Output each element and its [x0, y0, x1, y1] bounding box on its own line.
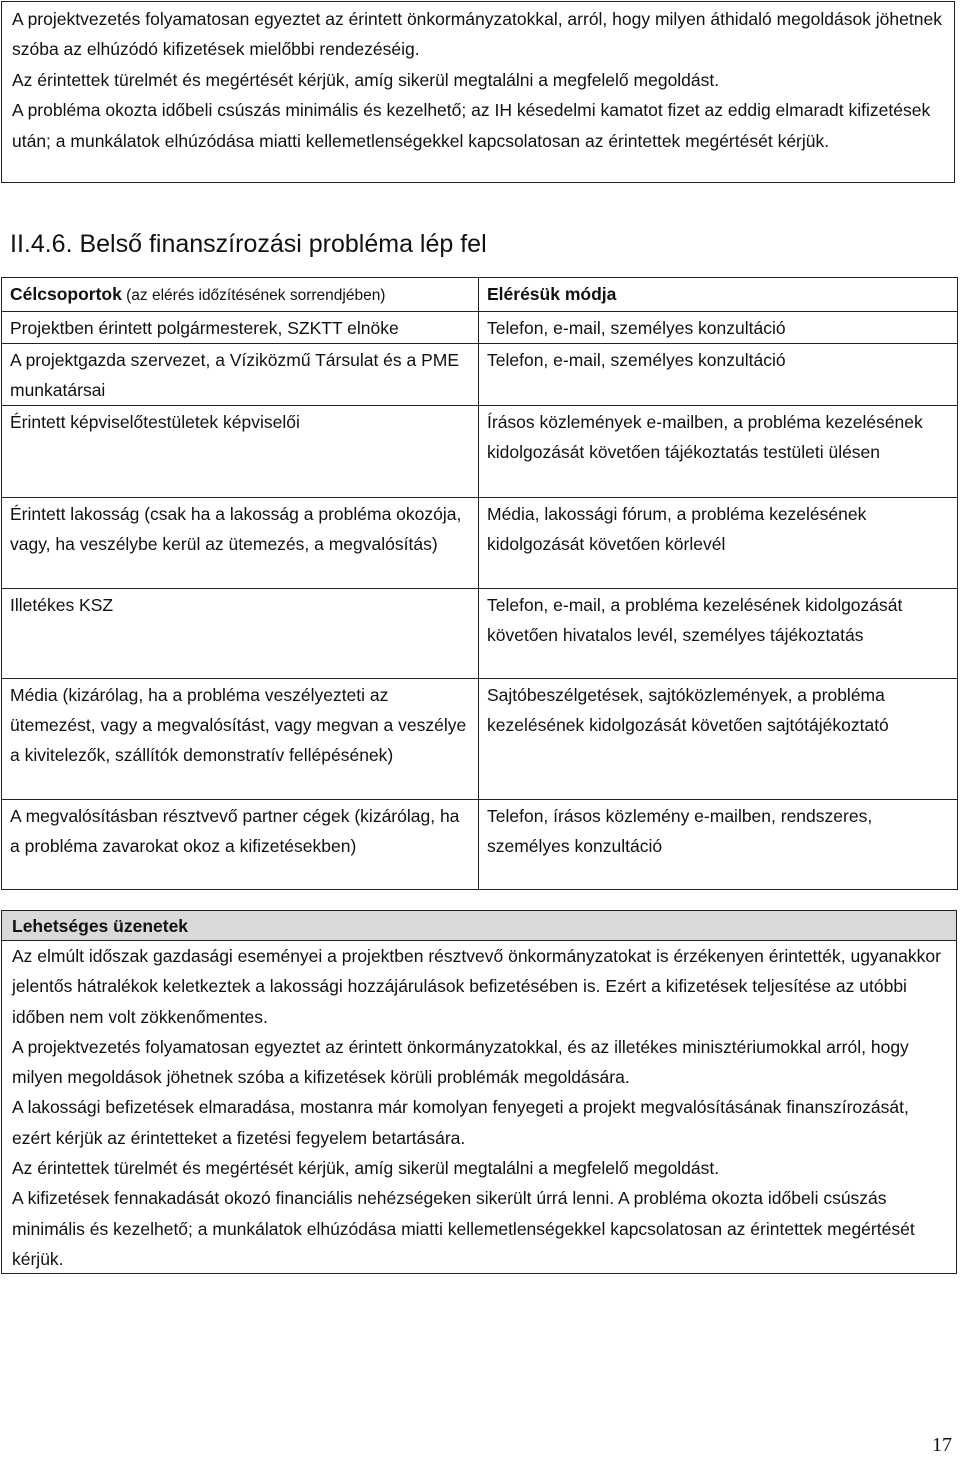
table-row [2, 344, 958, 406]
message-item: A projektvezetés folyamatosan egyeztet az érintett önkormányzatokkal, és az illetékes minisztériumokkal arról, hogy milyen megoldások jöhetnek szóba a kifizetések körüli problémák megoldására. [12, 1036, 909, 1088]
header-reach-method-label: Elérésük módja [487, 284, 617, 304]
section-heading: II.4.6. Belső finanszírozási probléma lép fel [10, 230, 487, 258]
target-group-cell: Illetékes KSZ [2, 589, 479, 679]
intro-paragraph: A projektvezetés folyamatosan egyeztet az érintett önkormányzatokkal, arról, hogy milyen áthidaló megoldások jöhetnek szóba az elhúzódó kifizetések mielőbbi rendezéséig. [12, 9, 942, 60]
header-reach-method [479, 278, 958, 312]
table-row [2, 312, 958, 344]
intro-text-box [1, 1, 955, 183]
possible-messages-box [1, 910, 957, 1274]
target-group-cell: A megvalósításban résztvevő partner cégek (kizárólag, ha a probléma zavarokat okoz a kifizetésekben) [2, 800, 479, 890]
reach-method-cell: Telefon, e-mail, személyes konzultáció [479, 312, 958, 344]
intro-paragraph: Az érintettek türelmét és megértését kérjük, amíg sikerül megtalálni a megfelelő megoldást. [12, 69, 720, 90]
possible-messages-list [2, 941, 956, 1274]
reach-method-cell: Telefon, e-mail, a probléma kezelésének kidolgozását követően hivatalos levél, személyes tájékoztatás [479, 589, 958, 679]
possible-messages-title: Lehetséges üzenetek [2, 911, 956, 941]
header-target-groups-label: Célcsoportok [10, 284, 122, 304]
target-group-cell: Média (kizárólag, ha a probléma veszélyezteti az ütemezést, vagy a megvalósítást, vagy megvan a veszélye a kivitelezők, szállítók demonstratív fellépésének) [2, 679, 479, 800]
header-target-groups [2, 278, 479, 312]
target-group-cell: Érintett lakosság (csak ha a lakosság a probléma okozója, vagy, ha veszélybe kerül az ütemezés, a megvalósítás) [2, 498, 479, 589]
target-groups-table [1, 277, 958, 890]
reach-method-cell: Telefon, e-mail, személyes konzultáció [479, 344, 958, 406]
reach-method-cell: Média, lakossági fórum, a probléma kezelésének kidolgozását követően körlevél [479, 498, 958, 589]
reach-method-cell: Sajtóbeszélgetések, sajtóközlemények, a probléma kezelésének kidolgozását követően sajtótájékoztató [479, 679, 958, 800]
message-item: A lakossági befizetések elmaradása, mostanra már komolyan fenyegeti a projekt megvalósításának finanszírozását, ezért kérjük az érintetteket a fizetési fegyelem betartására. [12, 1097, 909, 1148]
message-item: A kifizetések fennakadását okozó financiális nehézségeken sikerült úrrá lenni. A probléma okozta időbeli csúszás minimális és kezelhető; a munkálatok elhúzódása miatti kellemetlenségekkel kapcsolatosan az érintettek megértését kérjük. [12, 1188, 915, 1269]
table-row [2, 800, 958, 890]
reach-method-cell: Telefon, írásos közlemény e-mailben, rendszeres, személyes konzultáció [479, 800, 958, 890]
target-group-cell: Érintett képviselőtestületek képviselői [2, 406, 479, 498]
message-item: Az elmúlt időszak gazdasági eseményei a projektben résztvevő önkormányzatokat is érzékenyen érintették, ugyanakkor jelentős hátralékok keletkeztek a lakossági hozzájárulások befizetésében is. Ezért a kifizetések teljesítése az utóbbi időben nem volt zökkenőmentes. [12, 946, 941, 1027]
message-item: Az érintettek türelmét és megértését kérjük, amíg sikerül megtalálni a megfelelő megoldást. [12, 1158, 720, 1179]
table-header-row [2, 278, 958, 312]
target-group-cell: A projektgazda szervezet, a Víziközmű Társulat és a PME munkatársai [2, 344, 479, 406]
table-row [2, 589, 958, 679]
page-number: 17 [932, 1434, 952, 1456]
intro-paragraph: A probléma okozta időbeli csúszás minimális és kezelhető; az IH késedelmi kamatot fizet az eddig elmaradt kifizetések után; a munkálatok elhúzódása miatti kellemetlenségekkel kapcsolatosan az érintettek megértését kérjük. [12, 100, 931, 151]
header-target-groups-note: (az elérés időzítésének sorrendjében) [121, 287, 386, 304]
table-row [2, 498, 958, 589]
target-group-cell: Projektben érintett polgármesterek, SZKTT elnöke [2, 312, 479, 344]
reach-method-cell: Írásos közlemények e-mailben, a probléma kezelésének kidolgozását követően tájékoztatás testületi ülésen [479, 406, 958, 498]
table-row [2, 679, 958, 800]
table-row [2, 406, 958, 498]
